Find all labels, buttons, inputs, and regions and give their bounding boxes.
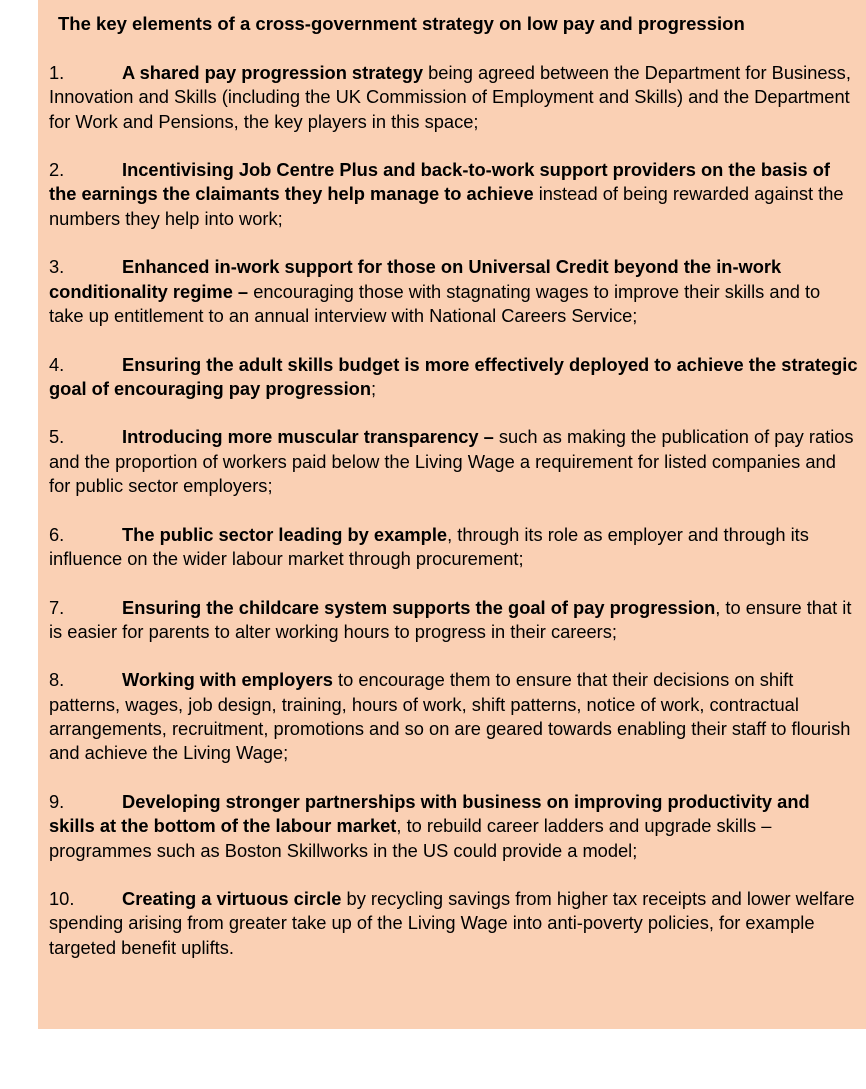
item-number: 8. bbox=[49, 669, 65, 691]
item-text: , through its role as employer and through its influence on the wider labour market through procurement; bbox=[49, 523, 809, 569]
list-item bbox=[49, 158, 859, 231]
item-text: , to rebuild career ladders and upgrade skills – programmes such as Boston Skillworks in the US could provide a model; bbox=[49, 815, 772, 861]
item-heading: A shared pay progression strategy bbox=[122, 62, 424, 83]
strategy-list bbox=[49, 61, 859, 984]
item-heading: Enhanced in-work support for those on Universal Credit beyond the in-work conditionality regime – bbox=[49, 256, 782, 302]
list-item bbox=[49, 425, 859, 498]
panel-title: The key elements of a cross-government strategy on low pay and progression bbox=[58, 13, 745, 34]
item-number: 2. bbox=[49, 159, 65, 181]
item-number: 9. bbox=[49, 790, 65, 812]
item-number: 7. bbox=[49, 596, 65, 618]
item-text: instead of being rewarded against the numbers they help into work; bbox=[49, 183, 844, 229]
item-text: such as making the publication of pay ratios and the proportion of workers paid below the Living Wage a requirement for listed companies and for public sector employers; bbox=[49, 426, 854, 497]
list-item bbox=[49, 887, 859, 960]
list-item bbox=[49, 523, 859, 572]
item-text: being agreed between the Department for Business, Innovation and Skills (including the UK Commission of Employment and Skills) and the Department for Work and Pensions, the key players in this space; bbox=[49, 62, 851, 132]
item-heading: Developing stronger partnerships with business on improving productivity and skills at the bottom of the labour market bbox=[49, 790, 810, 837]
item-number: 3. bbox=[49, 256, 65, 278]
list-item bbox=[49, 353, 859, 402]
item-heading: The public sector leading by example bbox=[122, 523, 448, 545]
list-item bbox=[49, 668, 859, 765]
item-heading: Creating a virtuous circle bbox=[122, 888, 342, 910]
item-text: , to ensure that it is easier for parents to alter working hours to progress in their careers; bbox=[49, 596, 852, 642]
list-item bbox=[49, 255, 859, 328]
item-number: 4. bbox=[49, 353, 65, 375]
item-heading: Ensuring the adult skills budget is more effectively deployed to achieve the strategic goal of encouraging pay progression bbox=[49, 353, 858, 399]
item-text: by recycling savings from higher tax receipts and lower welfare spending arising from greater take up of the Living Wage into anti-poverty policies, for example targeted benefit uplifts. bbox=[49, 888, 855, 958]
item-text: encouraging those with stagnating wages to improve their skills and to take up entitlement to an annual interview with National Careers Service; bbox=[49, 280, 821, 326]
item-number: 10. bbox=[49, 888, 75, 910]
item-heading: Working with employers bbox=[122, 669, 333, 691]
item-number: 5. bbox=[49, 426, 65, 448]
item-heading: Introducing more muscular transparency – bbox=[122, 426, 494, 448]
list-item bbox=[49, 790, 859, 863]
list-item bbox=[49, 596, 859, 645]
item-text: ; bbox=[371, 377, 377, 399]
item-heading: Ensuring the childcare system supports the goal of pay progression bbox=[122, 596, 716, 618]
item-number: 6. bbox=[49, 523, 65, 545]
item-text: to encourage them to ensure that their decisions on shift patterns, wages, job design, training, hours of work, shift patterns, notice of work, contractual arrangements, recruitment, promotions and so on are geared towards enabling their staff to flourish and achieve the Living Wage; bbox=[49, 669, 851, 764]
list-item bbox=[49, 61, 859, 134]
item-heading: Incentivising Job Centre Plus and back-to-work support providers on the basis of the earnings the claimants they help manage to achieve bbox=[49, 159, 830, 205]
item-number: 1. bbox=[49, 62, 65, 83]
